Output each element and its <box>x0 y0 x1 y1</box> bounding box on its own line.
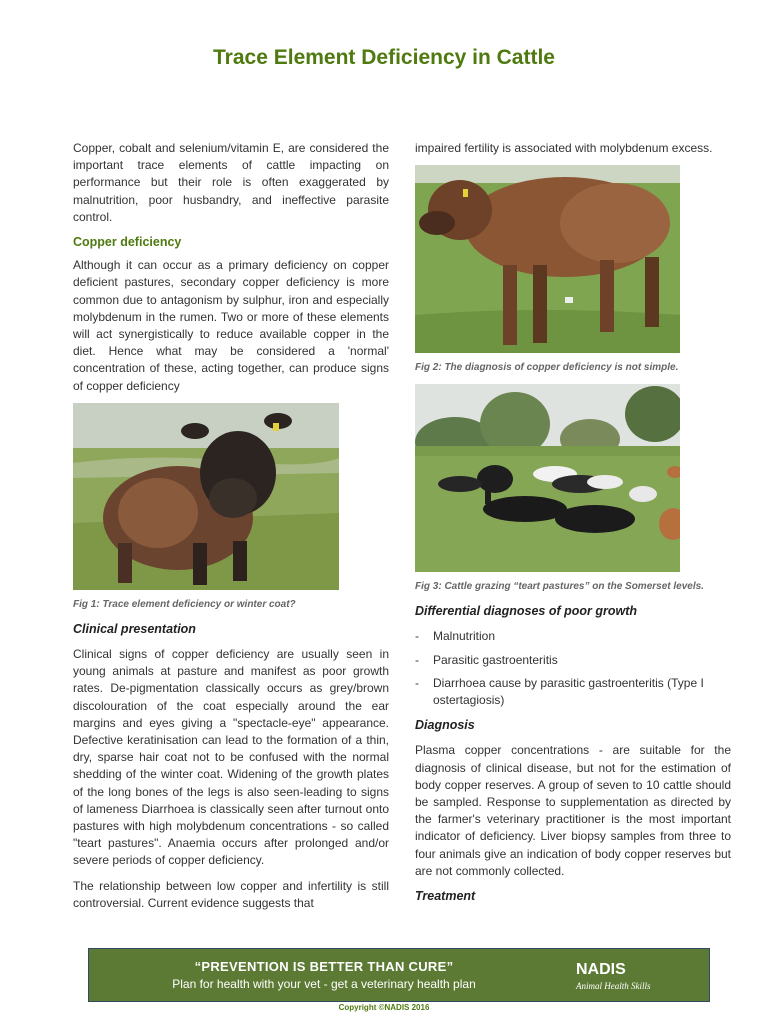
fig2-photo <box>415 165 680 353</box>
right-column <box>415 140 731 913</box>
treatment-heading: Treatment <box>415 889 476 904</box>
diagnosis-heading: Diagnosis <box>415 718 475 733</box>
infertility-paragraph: The relationship between low copper and infertility is still controversial. Current evidence suggests that <box>73 878 389 910</box>
footer-tagline: Plan for health with your vet - get a veterinary health plan <box>172 977 476 991</box>
differential-diagnoses-heading: Differential diagnoses of poor growth <box>415 604 638 619</box>
clinical-paragraph: Clinical signs of copper deficiency are usually seen in young animals at pasture and manifest as poor growth rates. De-pigmentation classically occurs as grey/brown discolouration of the coat especially around the ear margins and eyes giving a "spectacle-eye" appearance. Defective keratinisation can lead to the formation of a thin, dry, sparse hair coat not to be confused with the normal shedding of the winter coat. Widening of the growth plates of the long bones of the legs is also seen-leading to signs of lameness Diarrhoea is classically seen after turnout onto pastures with high molybdenum concentrations - so called "teart pastures". Anaemia occurs after prolonged and/or severe periods of copper deficiency. <box>73 647 389 868</box>
clinical-presentation-heading: Clinical presentation <box>73 621 196 636</box>
copyright-notice: Copyright ©NADIS 2016 <box>338 1003 430 1012</box>
copper-deficiency-paragraph: Although it can occur as a primary deficiency on copper deficient pastures, secondary copper deficiency is more common due to antagonism by sulphur, iron and especially molybdenum in the rumen. Two or more of these elements will act synergistically to reduce available copper in the diet. Hence what may be considered a 'normal' concentration of these, acting together, can produce signs of copper deficiency <box>73 258 389 393</box>
nadis-logo: NADIS <box>576 961 626 978</box>
fig1-caption: Fig 1: Trace element deficiency or winter coat? <box>73 598 296 610</box>
fig2-caption: Fig 2: The diagnosis of copper deficiency is not simple. <box>415 362 679 374</box>
list-item: - Diarrhoea cause by parasitic gastroenteritis (Type I ostertagiosis) <box>415 675 731 709</box>
document-title: Trace Element Deficiency in Cattle <box>213 46 555 69</box>
list-item: - Parasitic gastroenteritis <box>415 652 731 669</box>
list-item: - Malnutrition <box>415 628 731 645</box>
copper-deficiency-heading: Copper deficiency <box>73 235 182 250</box>
left-column <box>73 140 389 920</box>
footer-slogan: “PREVENTION IS BETTER THAN CURE” <box>194 959 454 974</box>
fig3-photo <box>415 384 680 572</box>
diagnosis-paragraph: Plasma copper concentrations - are suitable for the diagnosis of clinical disease, but not for the estimation of body copper reserves. A group of seven to 10 cattle should be sampled. Response to supplementation as directed by the farmer's veterinary practitioner is the most important indicator of deficiency. Liver biopsy samples from three to four animals give an indication of body copper reserves but are not commonly collected. <box>415 743 731 878</box>
continued-paragraph: impaired fertility is associated with molybdenum excess. <box>415 141 713 155</box>
differential-list <box>415 628 731 709</box>
nadis-logo-subtitle: Animal Health Skills <box>576 981 651 991</box>
footer-banner <box>88 948 710 1002</box>
intro-paragraph: Copper, cobalt and selenium/vitamin E, are considered the important trace elements of cattle impacting on performance but their role is often exaggerated by malnutrition, poor husbandry, and ineffective parasite control. <box>73 141 389 224</box>
fig1-photo <box>73 403 339 590</box>
fig3-caption: Fig 3: Cattle grazing “teart pastures” on the Somerset levels. <box>415 581 704 593</box>
